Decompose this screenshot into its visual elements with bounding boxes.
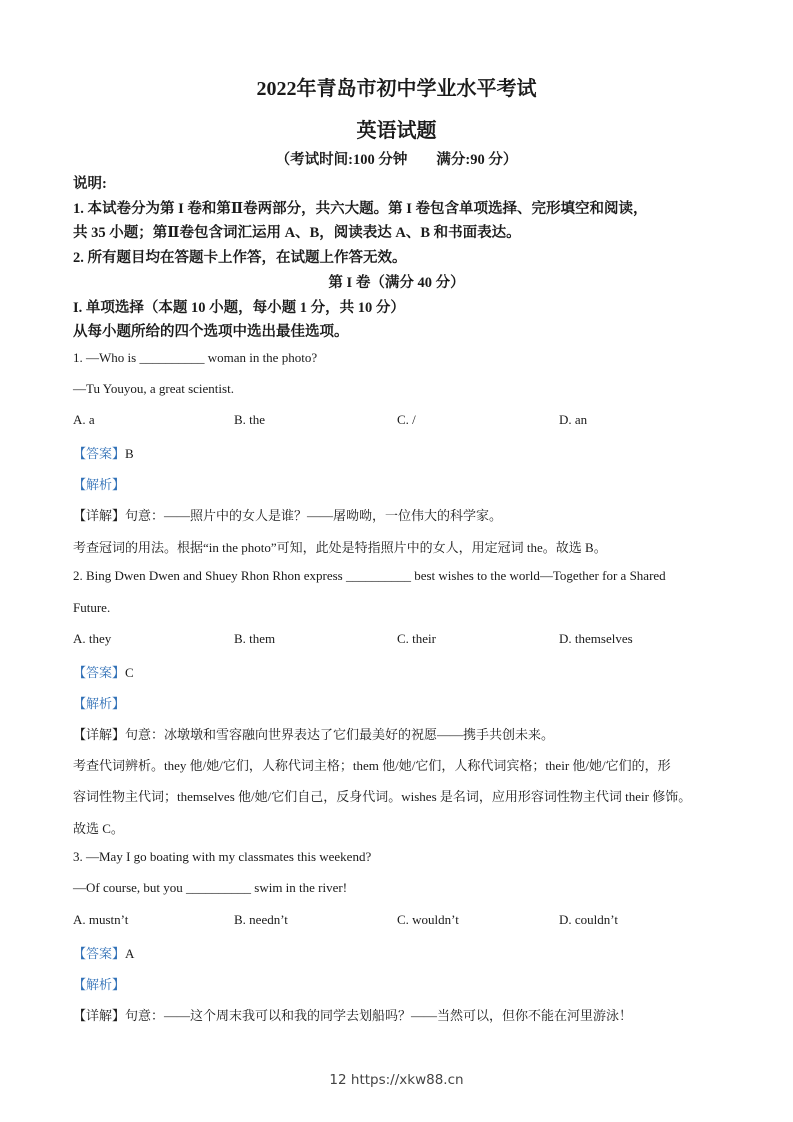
question-3-option-d: D. couldn’t <box>559 912 618 927</box>
question-3-option-c: C. wouldn’t <box>397 912 459 927</box>
question-2-option-d: D. themselves <box>559 631 633 646</box>
question-1-option-b: B. the <box>234 412 266 427</box>
question-3-answer <box>73 943 134 962</box>
detail-tag: 【详解】 <box>73 1008 126 1023</box>
question-1-detail-1 <box>73 505 502 524</box>
question-1-reply: —Tu Youyou, a great scientist. <box>73 381 234 396</box>
question-3-option-a: A. mustn’t <box>73 912 129 927</box>
question-1-answer <box>73 443 134 462</box>
detail-text: 句意：——照片中的女人是谁？——屠呦呦，一位伟大的科学家。 <box>125 508 503 523</box>
question-2-detail-1 <box>73 724 554 743</box>
question-3-analysis-tag: 【解析】 <box>73 977 126 992</box>
question-3-reply: —Of course, but you __________ swim in the river! <box>73 880 348 895</box>
subject-title: 英语试题 <box>356 120 437 142</box>
exam-info: （考试时间:100 分钟 满分:90 分） <box>275 152 518 168</box>
question-2-option-a: A. they <box>73 631 112 646</box>
answer-tag: 【答案】 <box>73 665 126 680</box>
question-1-option-d: D. an <box>559 412 588 427</box>
question-3-stem: 3. —May I go boating with my classmates this weekend? <box>73 849 372 864</box>
detail-tag: 【详解】 <box>73 727 126 742</box>
detail-text: 句意：冰墩墩和雪容融向世界表达了它们最美好的祝愿——携手共创未来。 <box>125 727 555 742</box>
question-1-option-c: C. / <box>397 412 416 427</box>
question-2-answer <box>73 662 134 681</box>
part1-heading: 第 I 卷（满分 40 分） <box>328 275 465 291</box>
question-1-detail-2: 考查冠词的用法。根据“in the photo”可知，此处是特指照片中的女人，用定冠词 the。故选 B。 <box>73 540 607 555</box>
question-2-stem: 2. Bing Dwen Dwen and Shuey Rhon Rhon express __________ best wishes to the world—Together for a Shared <box>73 568 666 583</box>
question-2-detail-2: 考查代词辨析。they 他/她/它们，人称代词主格；them 他/她/它们，人称代词宾格；their 他/她/它们的，形 <box>73 758 671 773</box>
answer-tag: 【答案】 <box>73 946 126 961</box>
answer-tag: 【答案】 <box>73 446 126 461</box>
answer-value: C <box>125 665 134 680</box>
section-direction: 从每小题所给的四个选项中选出最佳选项。 <box>73 324 349 340</box>
detail-tag: 【详解】 <box>73 508 126 523</box>
instructions-heading: 说明: <box>73 176 107 192</box>
instruction-line-2: 共 35 小题；第Ⅱ卷包含词汇运用 A、B，阅读表达 A、B 和书面表达。 <box>73 225 521 241</box>
question-2-detail-4: 故选 C。 <box>73 821 124 836</box>
exam-title: 2022年青岛市初中学业水平考试 <box>256 78 537 100</box>
question-3-detail-1 <box>73 1005 632 1024</box>
question-2-detail-3: 容词性物主代词；themselves 他/她/它们自己，反身代词。wishes 是名词，应用形容词性物主代词 their 修饰。 <box>73 789 692 804</box>
question-2-stem-cont: Future. <box>73 600 111 615</box>
answer-value: B <box>125 446 134 461</box>
question-2-option-b: B. them <box>234 631 276 646</box>
answer-value: A <box>125 946 135 961</box>
question-2-analysis-tag: 【解析】 <box>73 696 126 711</box>
question-1-option-a: A. a <box>73 412 95 427</box>
question-3-option-b: B. needn’t <box>234 912 288 927</box>
question-2-option-c: C. their <box>397 631 436 646</box>
question-1-analysis-tag: 【解析】 <box>73 477 126 492</box>
instruction-line-3: 2. 所有题目均在答题卡上作答，在试题上作答无效。 <box>73 250 407 266</box>
section-heading: I. 单项选择（本题 10 小题，每小题 1 分，共 10 分） <box>73 300 405 316</box>
question-1-stem: 1. —Who is __________ woman in the photo? <box>73 350 318 365</box>
instruction-line-1: 1. 本试卷分为第 I 卷和第Ⅱ卷两部分，共六大题。第 I 卷包含单项选择、完形填空和阅读， <box>73 201 648 217</box>
detail-text: 句意：——这个周末我可以和我的同学去划船吗？——当然可以，但你不能在河里游泳！ <box>125 1008 633 1023</box>
page-footer[interactable]: 12 https://xkw88.cn <box>329 1072 464 1088</box>
